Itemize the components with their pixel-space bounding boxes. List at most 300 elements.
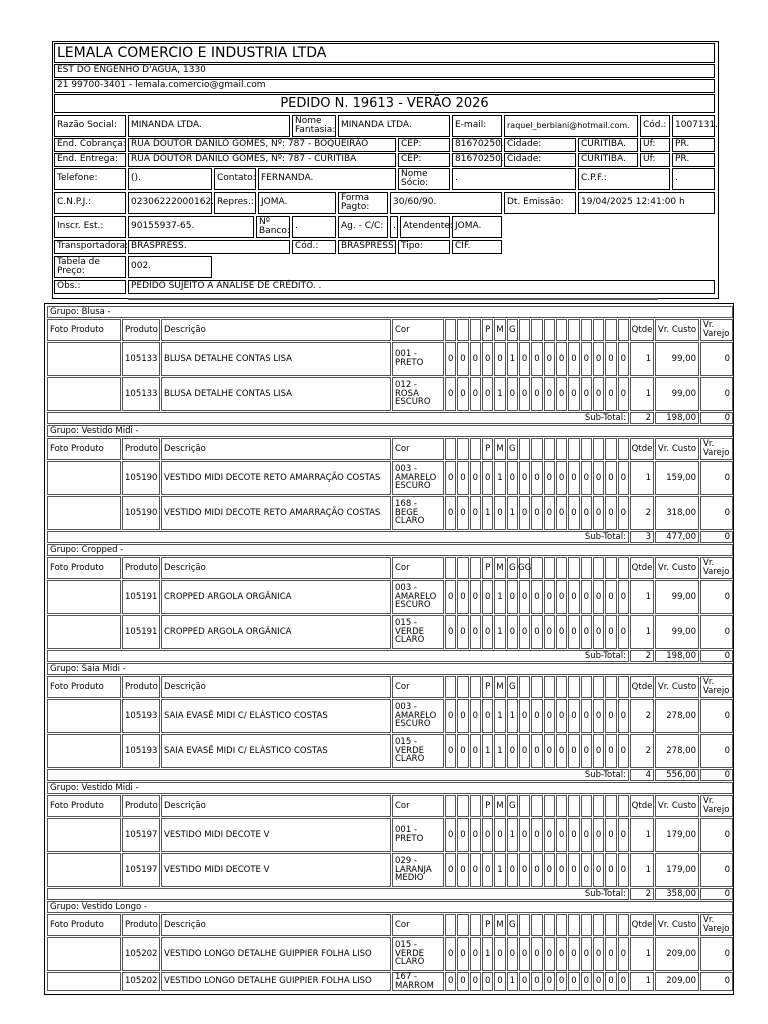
col-header-descricao: Descrição bbox=[161, 319, 391, 341]
size-quantity: 0 bbox=[445, 342, 456, 376]
subtotal-varejo: 0 bbox=[700, 888, 733, 900]
size-quantity: 0 bbox=[457, 461, 468, 495]
size-quantity: 0 bbox=[445, 615, 456, 649]
cep-label-1: CEP: bbox=[398, 138, 450, 152]
size-quantity: 0 bbox=[457, 972, 468, 991]
size-quantity: 0 bbox=[605, 699, 616, 733]
size-quantity: 0 bbox=[494, 972, 505, 991]
product-varejo: 0 bbox=[700, 342, 733, 376]
size-quantity: 0 bbox=[531, 580, 542, 614]
email-label: E-mail: bbox=[452, 115, 502, 137]
size-quantity: 1 bbox=[494, 377, 505, 411]
cod-value: 1007131. bbox=[672, 115, 715, 137]
size-quantity: 0 bbox=[470, 496, 481, 530]
col-header-custo: Vr. Custo bbox=[655, 676, 699, 698]
size-header: M bbox=[494, 914, 505, 936]
subtotal-label: Sub-Total: bbox=[47, 531, 629, 543]
col-header-cor: Cor bbox=[392, 438, 444, 460]
size-quantity: 0 bbox=[445, 496, 456, 530]
product-description: CROPPED ARGOLA ORGÂNICA bbox=[161, 615, 391, 649]
product-color: 012 - ROSA ESCURO bbox=[392, 377, 444, 411]
emissao-value: 19/04/2025 12:41:00 h bbox=[578, 192, 715, 214]
email-value: raquel_berbiani@hotmail.com. bbox=[504, 115, 638, 137]
product-description: BLUSA DETALHE CONTAS LISA bbox=[161, 342, 391, 376]
product-custo: 99,00 bbox=[655, 342, 699, 376]
product-qtde: 1 bbox=[630, 461, 654, 495]
col-header-qtde: Qtde bbox=[630, 557, 654, 579]
size-quantity: 0 bbox=[581, 734, 592, 768]
tabela-label: Tabela de Preço: bbox=[54, 256, 126, 278]
tipo-label: Tipo: bbox=[398, 240, 450, 254]
product-photo bbox=[47, 699, 121, 733]
size-header bbox=[568, 676, 579, 698]
size-header bbox=[519, 438, 530, 460]
size-quantity: 0 bbox=[593, 699, 604, 733]
size-quantity: 0 bbox=[519, 818, 530, 852]
col-header-descricao: Descrição bbox=[161, 795, 391, 817]
size-quantity: 0 bbox=[457, 699, 468, 733]
product-photo bbox=[47, 580, 121, 614]
tipo-value: CIF. bbox=[452, 240, 502, 254]
size-quantity: 0 bbox=[568, 342, 579, 376]
size-quantity: 0 bbox=[457, 377, 468, 411]
size-quantity: 0 bbox=[470, 615, 481, 649]
transp-value: BRASPRESS. bbox=[128, 240, 290, 254]
subtotal-custo: 358,00 bbox=[655, 888, 699, 900]
size-quantity: 0 bbox=[618, 734, 629, 768]
size-quantity: 0 bbox=[593, 461, 604, 495]
product-varejo: 0 bbox=[700, 818, 733, 852]
product-color: 167 - MARROM bbox=[392, 972, 444, 991]
size-quantity: 0 bbox=[593, 734, 604, 768]
size-quantity: 0 bbox=[470, 699, 481, 733]
product-code: 105202 bbox=[122, 972, 160, 991]
size-quantity: 1 bbox=[482, 496, 493, 530]
size-quantity: 0 bbox=[519, 461, 530, 495]
size-header bbox=[618, 438, 629, 460]
size-quantity: 0 bbox=[581, 699, 592, 733]
size-header bbox=[556, 676, 567, 698]
size-header bbox=[568, 557, 579, 579]
size-quantity: 0 bbox=[544, 937, 555, 971]
size-quantity: 0 bbox=[618, 937, 629, 971]
col-header-qtde: Qtde bbox=[630, 438, 654, 460]
group-label: Grupo: Vestido Midi - bbox=[47, 425, 733, 437]
size-header bbox=[605, 319, 616, 341]
size-header bbox=[445, 914, 456, 936]
size-quantity: 1 bbox=[494, 699, 505, 733]
group-label: Grupo: Vestido Midi - bbox=[47, 782, 733, 794]
product-varejo: 0 bbox=[700, 972, 733, 991]
size-header: GG bbox=[519, 557, 530, 579]
size-quantity: 0 bbox=[531, 615, 542, 649]
col-header-descricao: Descrição bbox=[161, 557, 391, 579]
size-quantity: 0 bbox=[618, 377, 629, 411]
col-header-cor: Cor bbox=[392, 319, 444, 341]
size-header bbox=[618, 914, 629, 936]
cnpj-label: C.N.P.J.: bbox=[54, 192, 126, 214]
banco-value: . bbox=[292, 216, 336, 238]
cep-value-1: 81670250. bbox=[452, 138, 502, 152]
col-header-varejo: Vr. Varejo bbox=[700, 319, 733, 341]
size-quantity: 0 bbox=[544, 734, 555, 768]
transp-cod-label: Cód.: bbox=[292, 240, 336, 254]
col-header-qtde: Qtde bbox=[630, 676, 654, 698]
col-header-varejo: Vr. Varejo bbox=[700, 438, 733, 460]
col-header-custo: Vr. Custo bbox=[655, 795, 699, 817]
size-header bbox=[531, 557, 542, 579]
size-quantity: 0 bbox=[470, 853, 481, 887]
subtotal-custo: 556,00 bbox=[655, 769, 699, 781]
size-quantity: 0 bbox=[531, 377, 542, 411]
size-quantity: 0 bbox=[593, 615, 604, 649]
size-quantity: 0 bbox=[544, 496, 555, 530]
product-photo bbox=[47, 377, 121, 411]
size-quantity: 0 bbox=[556, 496, 567, 530]
product-photo bbox=[47, 972, 121, 991]
size-quantity: 0 bbox=[556, 818, 567, 852]
subtotal-qtde: 2 bbox=[630, 888, 654, 900]
size-quantity: 0 bbox=[457, 615, 468, 649]
cep-value-2: 81670250. bbox=[452, 153, 502, 167]
size-header bbox=[457, 676, 468, 698]
size-quantity: 0 bbox=[568, 937, 579, 971]
size-quantity: 0 bbox=[470, 342, 481, 376]
cidade-value-2: CURITIBA. bbox=[578, 153, 638, 167]
size-header bbox=[593, 557, 604, 579]
size-quantity: 0 bbox=[544, 377, 555, 411]
size-quantity: 1 bbox=[494, 461, 505, 495]
product-code: 105202 bbox=[122, 937, 160, 971]
size-quantity: 0 bbox=[556, 615, 567, 649]
size-quantity: 0 bbox=[605, 377, 616, 411]
uf-value-2: PR. bbox=[672, 153, 715, 167]
size-header bbox=[519, 676, 530, 698]
size-quantity: 0 bbox=[618, 342, 629, 376]
product-description: VESTIDO MIDI DECOTE RETO AMARRAÇÃO COSTAS bbox=[161, 496, 391, 530]
inscr-label: Inscr. Est.: bbox=[54, 216, 126, 238]
size-quantity: 0 bbox=[507, 377, 518, 411]
col-header-foto: Foto Produto bbox=[47, 557, 121, 579]
size-header bbox=[470, 676, 481, 698]
size-quantity: 0 bbox=[581, 342, 592, 376]
transp-label: Transportadora: bbox=[54, 240, 126, 254]
col-header-cor: Cor bbox=[392, 676, 444, 698]
size-quantity: 0 bbox=[445, 580, 456, 614]
product-varejo: 0 bbox=[700, 496, 733, 530]
product-code: 105197 bbox=[122, 818, 160, 852]
size-quantity: 0 bbox=[494, 342, 505, 376]
size-quantity: 0 bbox=[568, 734, 579, 768]
size-quantity: 0 bbox=[593, 580, 604, 614]
col-header-qtde: Qtde bbox=[630, 795, 654, 817]
col-header-custo: Vr. Custo bbox=[655, 319, 699, 341]
size-quantity: 0 bbox=[618, 818, 629, 852]
size-quantity: 0 bbox=[593, 496, 604, 530]
size-quantity: 0 bbox=[556, 580, 567, 614]
subtotal-custo: 198,00 bbox=[655, 650, 699, 662]
inscr-value: 90155937-65. bbox=[128, 216, 254, 238]
size-quantity: 0 bbox=[494, 818, 505, 852]
size-header bbox=[445, 557, 456, 579]
product-photo bbox=[47, 615, 121, 649]
subtotal-varejo: 0 bbox=[700, 531, 733, 543]
col-header-descricao: Descrição bbox=[161, 438, 391, 460]
size-quantity: 0 bbox=[445, 853, 456, 887]
size-quantity: 0 bbox=[470, 818, 481, 852]
size-header: P bbox=[482, 795, 493, 817]
size-quantity: 0 bbox=[507, 937, 518, 971]
size-quantity: 1 bbox=[507, 972, 518, 991]
subtotal-custo: 477,00 bbox=[655, 531, 699, 543]
size-header: P bbox=[482, 676, 493, 698]
atendente-value: JOMA. bbox=[452, 216, 502, 238]
size-quantity: 0 bbox=[470, 937, 481, 971]
size-quantity: 0 bbox=[568, 818, 579, 852]
size-quantity: 1 bbox=[507, 342, 518, 376]
product-color: 003 - AMARELO ESCURO bbox=[392, 699, 444, 733]
product-qtde: 1 bbox=[630, 377, 654, 411]
size-header: G bbox=[507, 557, 518, 579]
size-header bbox=[581, 438, 592, 460]
col-header-foto: Foto Produto bbox=[47, 914, 121, 936]
fantasia-value: MINANDA LTDA. bbox=[338, 115, 450, 137]
subtotal-varejo: 0 bbox=[700, 650, 733, 662]
size-header bbox=[470, 319, 481, 341]
size-quantity: 1 bbox=[507, 699, 518, 733]
size-quantity: 0 bbox=[531, 937, 542, 971]
product-description: SAIA EVASÊ MIDI C/ ELÁSTICO COSTAS bbox=[161, 734, 391, 768]
cidade-label-2: Cidade: bbox=[504, 153, 576, 167]
size-quantity: 0 bbox=[470, 734, 481, 768]
size-quantity: 1 bbox=[482, 937, 493, 971]
product-color: 001 - PRETO bbox=[392, 818, 444, 852]
size-header bbox=[556, 914, 567, 936]
telefone-label: Telefone: bbox=[54, 168, 126, 190]
size-quantity: 0 bbox=[581, 580, 592, 614]
size-quantity: 1 bbox=[494, 615, 505, 649]
size-quantity: 0 bbox=[581, 972, 592, 991]
size-quantity: 0 bbox=[482, 972, 493, 991]
size-header: P bbox=[482, 914, 493, 936]
size-header bbox=[470, 557, 481, 579]
size-quantity: 0 bbox=[494, 496, 505, 530]
ag-label: Ag. - C/C: bbox=[338, 216, 388, 238]
size-header bbox=[605, 438, 616, 460]
socio-value: . bbox=[452, 168, 576, 190]
product-qtde: 1 bbox=[630, 615, 654, 649]
product-color: 015 - VERDE CLARO bbox=[392, 734, 444, 768]
cod-label: Cód.: bbox=[640, 115, 670, 137]
size-quantity: 0 bbox=[581, 461, 592, 495]
size-header bbox=[605, 914, 616, 936]
size-header bbox=[457, 438, 468, 460]
product-code: 105197 bbox=[122, 853, 160, 887]
size-quantity: 0 bbox=[519, 580, 530, 614]
size-header bbox=[445, 319, 456, 341]
size-quantity: 0 bbox=[482, 461, 493, 495]
size-header bbox=[445, 795, 456, 817]
size-quantity: 0 bbox=[618, 496, 629, 530]
size-quantity: 0 bbox=[605, 734, 616, 768]
size-quantity: 1 bbox=[494, 853, 505, 887]
size-header bbox=[568, 914, 579, 936]
size-header bbox=[531, 438, 542, 460]
size-header bbox=[568, 795, 579, 817]
size-quantity: 0 bbox=[605, 972, 616, 991]
group-label: Grupo: Cropped - bbox=[47, 544, 733, 556]
size-quantity: 0 bbox=[544, 461, 555, 495]
product-custo: 99,00 bbox=[655, 615, 699, 649]
size-quantity: 0 bbox=[544, 615, 555, 649]
size-header bbox=[457, 557, 468, 579]
size-quantity: 0 bbox=[507, 734, 518, 768]
size-quantity: 0 bbox=[593, 972, 604, 991]
tabela-value: 002. bbox=[128, 256, 212, 278]
product-custo: 99,00 bbox=[655, 580, 699, 614]
product-description: BLUSA DETALHE CONTAS LISA bbox=[161, 377, 391, 411]
size-quantity: 0 bbox=[457, 734, 468, 768]
size-quantity: 0 bbox=[618, 853, 629, 887]
size-quantity: 0 bbox=[544, 342, 555, 376]
size-quantity: 0 bbox=[445, 699, 456, 733]
size-quantity: 0 bbox=[568, 580, 579, 614]
col-header-cor: Cor bbox=[392, 557, 444, 579]
size-header bbox=[593, 438, 604, 460]
product-color: 029 - LARANJA MEDIO bbox=[392, 853, 444, 887]
product-code: 105133 bbox=[122, 342, 160, 376]
size-quantity: 0 bbox=[482, 342, 493, 376]
product-custo: 318,00 bbox=[655, 496, 699, 530]
size-quantity: 0 bbox=[445, 937, 456, 971]
fantasia-label: Nome Fantasia: bbox=[292, 115, 336, 137]
size-header bbox=[593, 676, 604, 698]
size-quantity: 0 bbox=[605, 342, 616, 376]
forma-value: 30/60/90. bbox=[390, 192, 502, 214]
size-header bbox=[581, 319, 592, 341]
product-qtde: 2 bbox=[630, 734, 654, 768]
product-qtde: 1 bbox=[630, 342, 654, 376]
size-quantity: 0 bbox=[519, 699, 530, 733]
size-header: M bbox=[494, 676, 505, 698]
size-quantity: 0 bbox=[531, 699, 542, 733]
product-code: 105191 bbox=[122, 580, 160, 614]
size-quantity: 0 bbox=[581, 496, 592, 530]
subtotal-qtde: 4 bbox=[630, 769, 654, 781]
product-custo: 209,00 bbox=[655, 972, 699, 991]
product-varejo: 0 bbox=[700, 853, 733, 887]
col-header-foto: Foto Produto bbox=[47, 319, 121, 341]
size-quantity: 1 bbox=[507, 496, 518, 530]
product-description: CROPPED ARGOLA ORGÂNICA bbox=[161, 580, 391, 614]
entrega-value: RUA DOUTOR DANILO GOMES, Nº: 787 - CURITIBA bbox=[128, 153, 396, 167]
size-header bbox=[605, 795, 616, 817]
size-quantity: 0 bbox=[556, 853, 567, 887]
size-quantity: 0 bbox=[519, 342, 530, 376]
col-header-custo: Vr. Custo bbox=[655, 557, 699, 579]
razao-label: Razão Social: bbox=[54, 115, 126, 137]
size-quantity: 0 bbox=[519, 734, 530, 768]
size-header: P bbox=[482, 557, 493, 579]
product-description: VESTIDO LONGO DETALHE GUIPPIER FOLHA LISO bbox=[161, 937, 391, 971]
product-photo bbox=[47, 734, 121, 768]
size-quantity: 0 bbox=[470, 461, 481, 495]
size-header: M bbox=[494, 795, 505, 817]
size-header bbox=[605, 676, 616, 698]
size-quantity: 0 bbox=[593, 818, 604, 852]
forma-label: Forma Pagto: bbox=[338, 192, 388, 214]
size-header: M bbox=[494, 438, 505, 460]
size-quantity: 0 bbox=[568, 853, 579, 887]
size-quantity: 0 bbox=[568, 699, 579, 733]
col-header-qtde: Qtde bbox=[630, 319, 654, 341]
col-header-foto: Foto Produto bbox=[47, 795, 121, 817]
size-header bbox=[556, 438, 567, 460]
size-quantity: 0 bbox=[531, 734, 542, 768]
product-custo: 99,00 bbox=[655, 377, 699, 411]
size-quantity: 0 bbox=[568, 972, 579, 991]
product-custo: 278,00 bbox=[655, 734, 699, 768]
size-quantity: 0 bbox=[519, 853, 530, 887]
size-quantity: 0 bbox=[581, 818, 592, 852]
size-quantity: 0 bbox=[457, 342, 468, 376]
product-code: 105133 bbox=[122, 377, 160, 411]
product-code: 105190 bbox=[122, 496, 160, 530]
size-quantity: 0 bbox=[531, 853, 542, 887]
product-custo: 278,00 bbox=[655, 699, 699, 733]
product-code: 105190 bbox=[122, 461, 160, 495]
product-color: 003 - AMARELO ESCURO bbox=[392, 461, 444, 495]
col-header-produto: Produto bbox=[122, 914, 160, 936]
size-quantity: 0 bbox=[494, 937, 505, 971]
size-header bbox=[544, 438, 555, 460]
size-quantity: 0 bbox=[593, 937, 604, 971]
size-header bbox=[556, 319, 567, 341]
size-header bbox=[457, 914, 468, 936]
group-label: Grupo: Vestido Longo - bbox=[47, 901, 733, 913]
size-quantity: 0 bbox=[581, 937, 592, 971]
product-table bbox=[44, 303, 734, 995]
size-header bbox=[519, 914, 530, 936]
group-label: Grupo: Blusa - bbox=[47, 306, 733, 318]
product-varejo: 0 bbox=[700, 461, 733, 495]
company-contact: 21 99700-3401 - lemala.comercio@gmail.com bbox=[54, 79, 715, 93]
size-quantity: 0 bbox=[568, 461, 579, 495]
size-header bbox=[618, 795, 629, 817]
size-header bbox=[544, 557, 555, 579]
col-header-produto: Produto bbox=[122, 557, 160, 579]
size-quantity: 0 bbox=[531, 461, 542, 495]
size-quantity: 0 bbox=[556, 972, 567, 991]
size-quantity: 0 bbox=[556, 377, 567, 411]
size-quantity: 0 bbox=[605, 937, 616, 971]
size-header bbox=[531, 795, 542, 817]
product-photo bbox=[47, 496, 121, 530]
product-qtde: 1 bbox=[630, 818, 654, 852]
col-header-varejo: Vr. Varejo bbox=[700, 914, 733, 936]
subtotal-qtde: 2 bbox=[630, 412, 654, 424]
product-varejo: 0 bbox=[700, 699, 733, 733]
size-quantity: 0 bbox=[470, 972, 481, 991]
size-quantity: 0 bbox=[618, 699, 629, 733]
col-header-foto: Foto Produto bbox=[47, 438, 121, 460]
size-quantity: 0 bbox=[457, 496, 468, 530]
size-header bbox=[531, 319, 542, 341]
col-header-qtde: Qtde bbox=[630, 914, 654, 936]
col-header-descricao: Descrição bbox=[161, 676, 391, 698]
size-quantity: 0 bbox=[593, 853, 604, 887]
product-qtde: 2 bbox=[630, 699, 654, 733]
